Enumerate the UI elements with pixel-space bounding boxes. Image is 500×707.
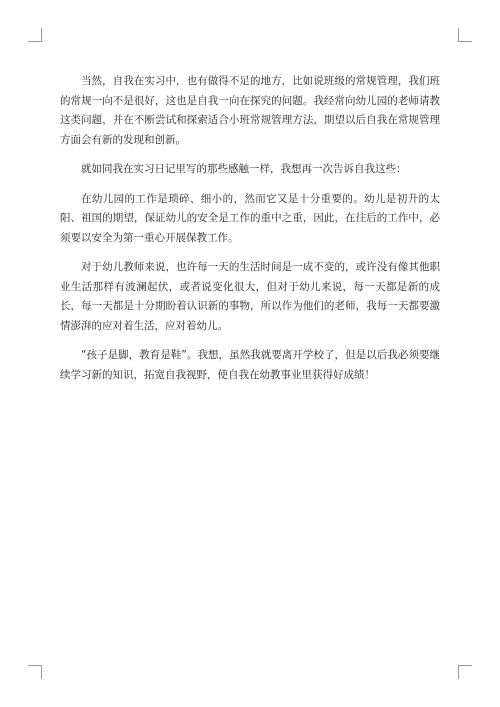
- crop-mark-top-left: [28, 28, 42, 42]
- paragraph: 当然，自我在实习中，也有做得不足的地方，比如说班级的常规管理，我们班的常规一向不是很好，这也是自我一向在探究的问题。我经常向幼儿园的老师请教这类问题，并在不断尝试和探索适合小班常规管理方法，期望以后自我在常规管理方面会有新的发现和创新。: [60, 75, 440, 146]
- crop-mark-bottom-right: [458, 665, 472, 679]
- document-body: [60, 72, 440, 395]
- paragraph: 在幼儿园的工作是琐碎、细小的，然而它又是十分重要的。幼儿是初升的太阳、祖国的期望，保证幼儿的安全是工作的重中之重，因此，在往后的工作中，必须要以安全为第一重心开展保教工作。: [60, 192, 440, 244]
- crop-mark-top-right: [458, 28, 472, 42]
- crop-mark-bottom-left: [28, 665, 42, 679]
- paragraph: 对于幼儿教师来说，也许每一天的生活时间是一成不变的，或许没有像其他职业生活那样有波澜起伏，或者说变化很大，但对于幼儿来说，每一天都是新的成长，每一天都是十分期盼着认识新的事物，所以作为他们的老师，我每一天都要激情澎湃的应对着生活，应对着幼儿。: [60, 261, 440, 332]
- paragraph: “孩子是脚，教育是鞋”。我想，虽然我就要离开学校了，但是以后我必须要继续学习新的知识，拓宽自我视野，使自我在幼教事业里获得好成绩！: [60, 349, 440, 381]
- paragraph: 就如同我在实习日记里写的那些感触一样，我想再一次告诉自我这些：: [81, 163, 407, 175]
